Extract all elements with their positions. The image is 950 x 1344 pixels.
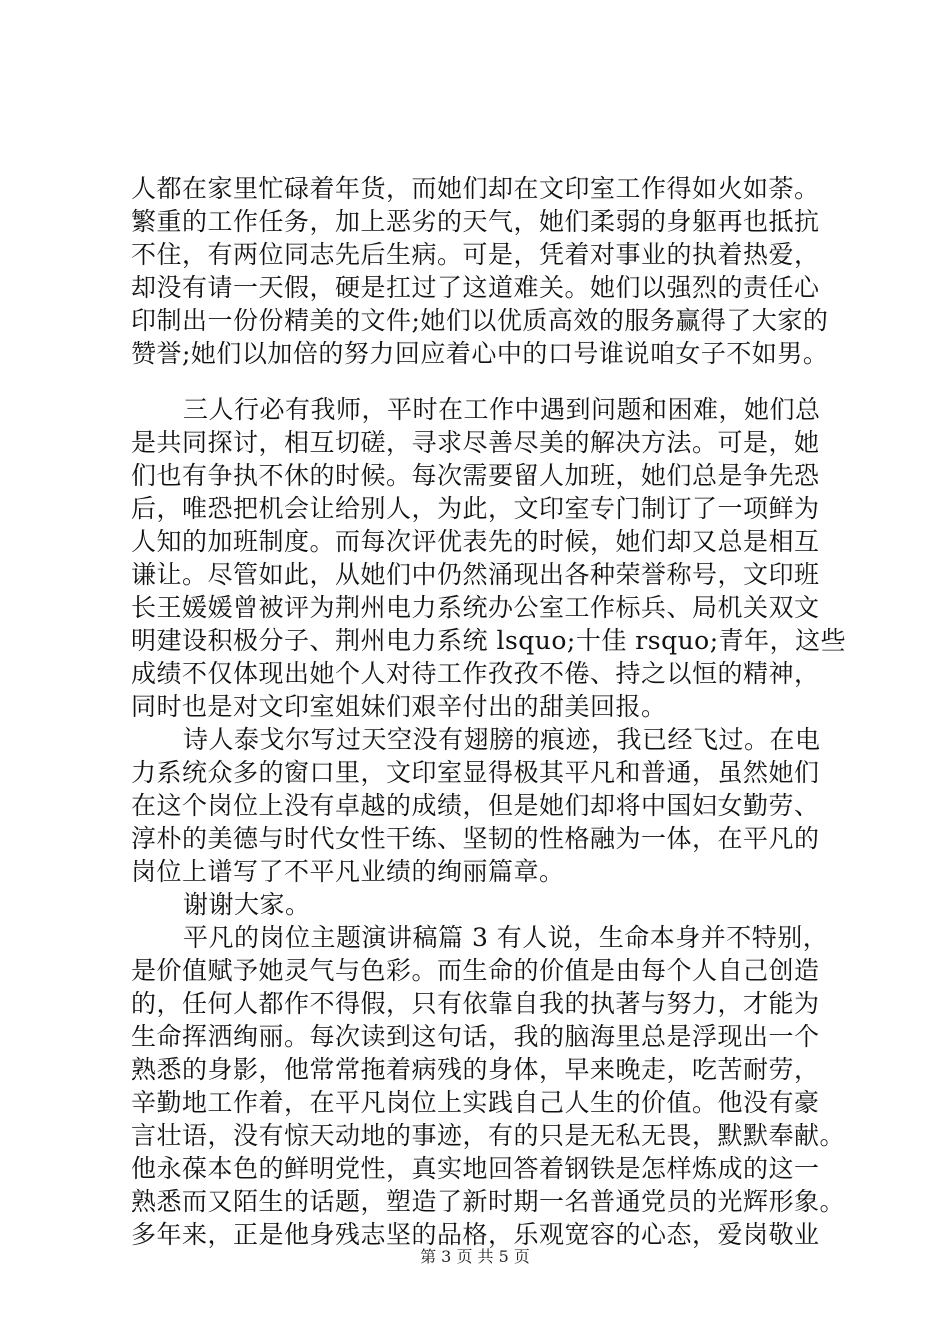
text-line: 同时也是对文印室姐妹们艰辛付出的甜美回报。 [131,692,667,721]
text-line: 力系统众多的窗口里，文印室显得极其平凡和普通，虽然她们 [131,758,820,787]
text-line: 熟悉的身影，他常常拖着病残的身体，早来晚走，吃苦耐劳， [131,1055,820,1084]
text-line: 是价值赋予她灵气与色彩。而生命的价值是由每个人自己创造 [131,956,820,985]
text-line: 淳朴的美德与时代女性干练、坚韧的性格融为一体，在平凡的 [131,824,820,853]
text-line: 在这个岗位上没有卓越的成绩，但是她们却将中国妇女勤劳、 [131,791,820,820]
text-line: 长王媛媛曾被评为荆州电力系统办公室工作标兵、局机关双文 [131,593,820,622]
text-line: 的，任何人都作不得假，只有依靠自我的执著与努力，才能为 [131,989,820,1018]
text-line: 平凡的岗位主题演讲稿篇 3 有人说，生命本身并不特别， [183,923,829,952]
text-line: 人知的加班制度。而每次评优表先的时候，她们却又总是相互 [131,527,820,556]
text-line: 人都在家里忙碌着年货，而她们却在文印室工作得如火如荼。 [131,174,820,203]
text-line: 三人行必有我师，平时在工作中遇到问题和困难，她们总 [183,395,821,424]
page-number-footer: 第 3 页 共 5 页 [420,1247,530,1266]
text-line: 后，唯恐把机会让给别人，为此，文印室专门制订了一项鲜为 [131,494,820,523]
text-line: 谦让。尽管如此，从她们中仍然涌现出各种荣誉称号，文印班 [131,560,820,589]
text-line: 繁重的工作任务，加上恶劣的天气，她们柔弱的身躯再也抵抗 [131,207,820,236]
text-line: 生命挥洒绚丽。每次读到这句话，我的脑海里总是浮现出一个 [131,1022,820,1051]
text-line: 是共同探讨，相互切磋，寻求尽善尽美的解决方法。可是，她 [131,428,820,457]
text-line: 明建设积极分子、荆州电力系统 lsquo;十佳 rsquo;青年，这些 [131,626,847,655]
text-line: 辛勤地工作着，在平凡岗位上实践自己人生的价值。他没有豪 [131,1088,820,1117]
paragraph-1 [131,172,831,370]
text-line: 们也有争执不休的时候。每次需要留人加班，她们总是争先恐 [131,461,820,490]
text-line: 言壮语，没有惊天动地的事迹，有的只是无私无畏，默默奉献。 [131,1121,846,1150]
paragraph-4 [131,888,831,921]
paragraph-3 [131,723,831,888]
text-line: 赞誉;她们以加倍的努力回应着心中的口号谁说咱女子不如男。 [131,339,829,368]
paragraph-5 [131,921,846,1251]
text-line: 不住，有两位同志先后生病。可是，凭着对事业的执着热爱， [131,240,820,269]
text-line: 诗人泰戈尔写过天空没有翅膀的痕迹，我已经飞过。在电 [183,725,821,754]
text-line: 岗位上谱写了不平凡业绩的绚丽篇章。 [131,857,565,886]
text-line: 谢谢大家。 [183,890,311,919]
text-line: 却没有请一天假，硬是扛过了这道难关。她们以强烈的责任心 [131,273,820,302]
text-line: 成绩不仅体现出她个人对待工作孜孜不倦、持之以恒的精神， [131,659,820,688]
text-line: 熟悉而又陌生的话题，塑造了新时期一名普通党员的光辉形象。 [131,1187,846,1216]
text-line: 印制出一份份精美的文件;她们以优质高效的服务赢得了大家的 [131,306,829,335]
paragraph-2 [131,393,847,723]
text-line: 多年来，正是他身残志坚的品格，乐观宽容的心态，爱岗敬业 [131,1220,820,1249]
text-line: 他永葆本色的鲜明党性，真实地回答着钢铁是怎样炼成的这一 [131,1154,820,1183]
